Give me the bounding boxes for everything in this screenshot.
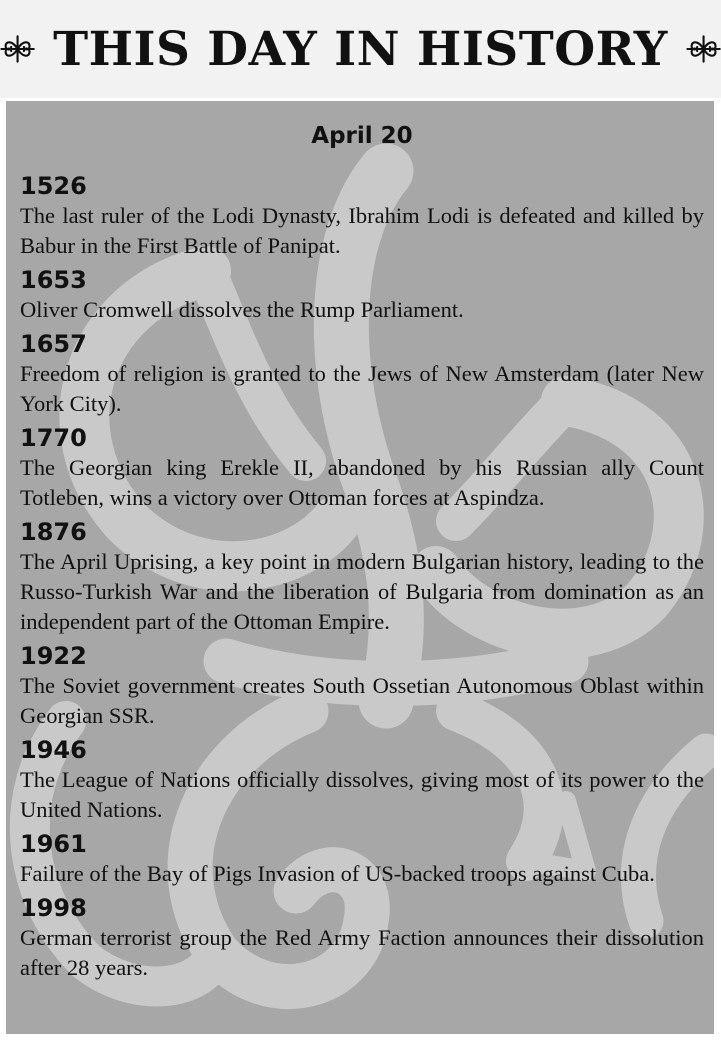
- history-content: [20, 101, 704, 987]
- event-year: 1946: [20, 736, 87, 764]
- event-description: German terrorist group the Red Army Faction announces their dissolution after 28 years.: [20, 925, 704, 980]
- event-year: 1653: [20, 266, 87, 294]
- event-description: Failure of the Bay of Pigs Invasion of US-backed troops against Cuba.: [20, 861, 655, 886]
- history-event: [20, 171, 704, 261]
- history-panel: [6, 101, 714, 1034]
- event-description: The Georgian king Erekle II, abandoned by his Russian ally Count Totleben, wins a victory over Ottoman forces at Aspindza.: [20, 455, 704, 510]
- history-event: [20, 265, 704, 325]
- event-year: 1922: [20, 642, 87, 670]
- event-year: 1876: [20, 518, 87, 546]
- history-event: [20, 517, 704, 637]
- event-year: 1998: [20, 894, 87, 922]
- history-event: [20, 423, 704, 513]
- fleuron-ornament-icon: [686, 27, 721, 71]
- page-header: [0, 0, 721, 98]
- history-event: [20, 329, 704, 419]
- event-description: The last ruler of the Lodi Dynasty, Ibrahim Lodi is defeated and killed by Babur in the First Battle of Panipat.: [20, 203, 704, 258]
- event-year: 1770: [20, 424, 87, 452]
- event-description: Freedom of religion is granted to the Jews of New Amsterdam (later New York City).: [20, 361, 704, 416]
- event-description: Oliver Cromwell dissolves the Rump Parliament.: [20, 297, 464, 322]
- history-event: [20, 641, 704, 731]
- event-description: The League of Nations officially dissolves, giving most of its power to the United Nations.: [20, 767, 704, 822]
- fleuron-ornament-icon: [0, 27, 35, 71]
- date-heading: April 20: [311, 123, 413, 149]
- event-year: 1961: [20, 830, 87, 858]
- event-year: 1526: [20, 172, 87, 200]
- history-event: [20, 829, 704, 889]
- history-event: [20, 893, 704, 983]
- page-title: THIS DAY IN HISTORY: [53, 21, 668, 77]
- event-description: The April Uprising, a key point in modern Bulgarian history, leading to the Russo-Turkish War and the liberation of Bulgaria from domination as an independent part of the Ottoman Empire.: [20, 549, 704, 634]
- event-year: 1657: [20, 330, 87, 358]
- event-description: The Soviet government creates South Ossetian Autonomous Oblast within Georgian SSR.: [20, 673, 704, 728]
- history-event: [20, 735, 704, 825]
